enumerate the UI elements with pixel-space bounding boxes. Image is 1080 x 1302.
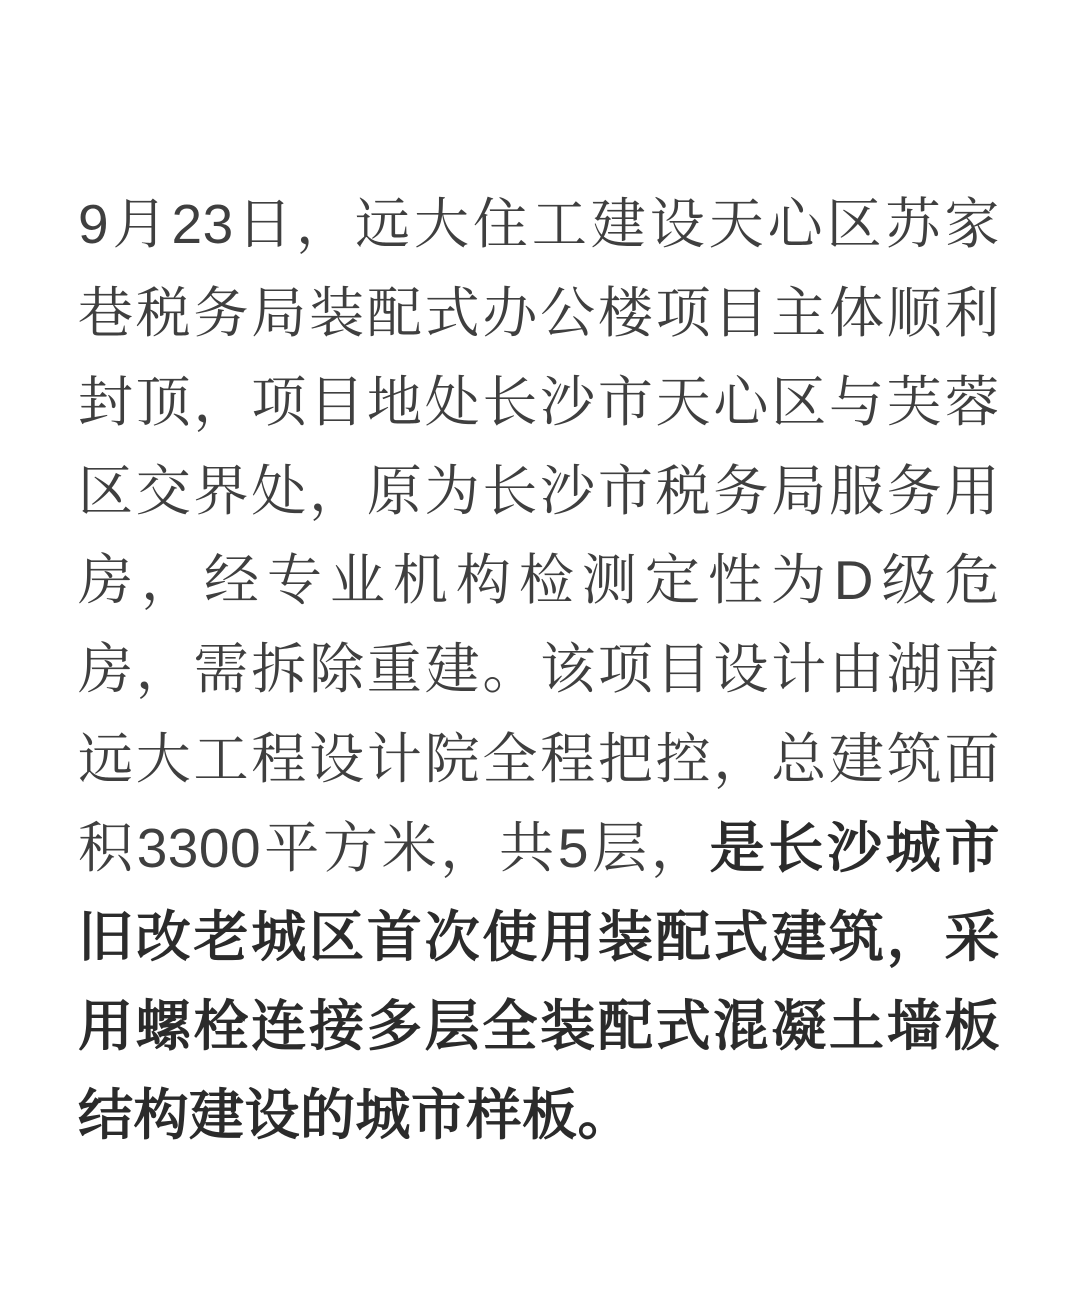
paragraph-segment-emphasis: 是长沙城市旧改老城区首次使用装配式建筑，采用螺栓连接多层全装配式混凝土墙板结构建设的城市样板。 xyxy=(78,816,1000,1146)
paragraph-segment-normal: 9月23日，远大住工建设天心区苏家巷税务局装配式办公楼项目主体顺利封顶，项目地处长沙市天心区与芙蓉区交界处，原为长沙市税务局服务用房，经专业机构检测定性为D级危房，需拆除重建。该项目设计由湖南远大工程设计院全程把控，总建筑面积3300平方米，共5层， xyxy=(78,193,1000,879)
article-paragraph xyxy=(78,180,1000,1160)
